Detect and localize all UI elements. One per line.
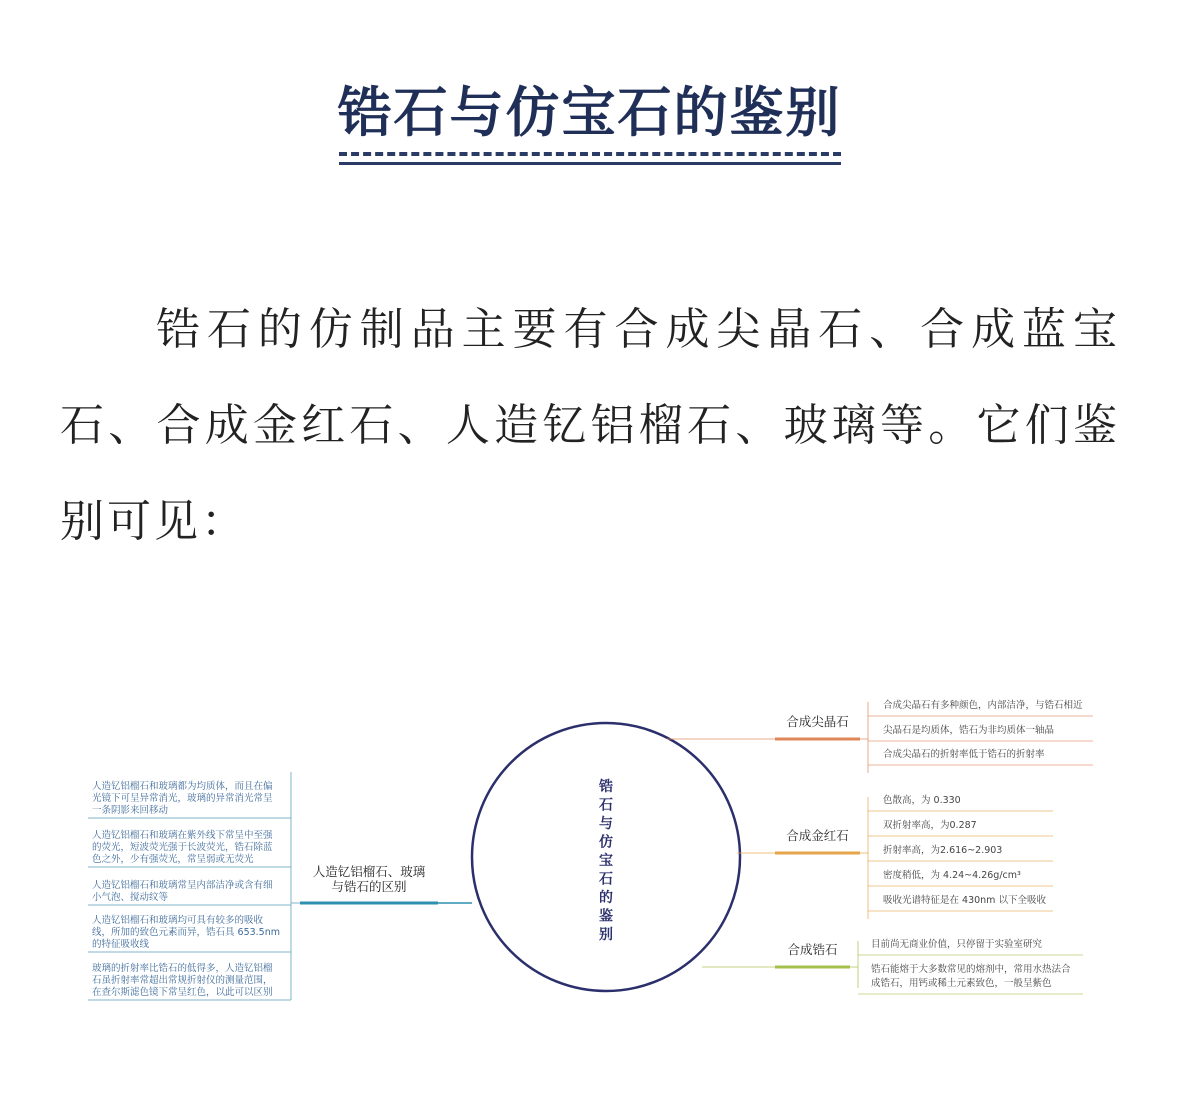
center-char: 锆: [599, 779, 613, 795]
intro-paragraph: 锆石的仿制品主要有合成尖晶石、合成蓝宝石、合成金红石、人造钇铝榴石、玻璃等。它们鉴别可见：: [60, 304, 1120, 547]
left-leaf-item: [88, 962, 291, 1000]
right-leaf-text: 锆石能熔于大多数常见的熔剂中，常用水热法合: [871, 964, 1071, 975]
left-leaf-text: 一条阴影来回移动: [92, 805, 169, 816]
left-leaf-text: 色之外，少有强荧光，常呈弱或无荧光: [92, 854, 254, 865]
right-leaf-text: 折射率高，为2.616~2.903: [883, 845, 1003, 856]
left-leaf-text: 小气泡、搅动纹等: [92, 892, 169, 903]
right-leaf-text: 密度稍低，为 4.24~4.26g/cm³: [883, 870, 1021, 881]
left-leaf-item: [88, 914, 291, 952]
right-branch-label: 合成锆石: [787, 942, 838, 957]
right-leaf-text: 双折射率高，为0.287: [883, 820, 977, 831]
left-leaf-text: 人造钇铝榴石和玻璃常呈内部洁净或含有细: [92, 880, 273, 891]
center-char: 石: [599, 797, 613, 814]
right-branch-label: 合成尖晶石: [786, 714, 849, 729]
left-leaf-text: 石虽折射率常超出常规折射仪的测量范围，: [92, 975, 273, 986]
center-char: 别: [599, 927, 613, 943]
right-branch: [737, 794, 1053, 919]
right-branch: [702, 938, 1083, 994]
page-title: 锆石与仿宝石的鉴别: [337, 81, 842, 144]
center-char: 仿: [599, 834, 613, 851]
left-leaf-text: 在查尔斯滤色镜下常呈红色，以此可以区别: [92, 987, 273, 998]
center-char: 的: [599, 890, 613, 906]
right-leaf-text: 合成尖晶石有多种颜色，内部洁净，与锆石相近: [883, 700, 1083, 711]
mindmap-center-label: [599, 779, 613, 943]
left-branch-label-line1: 人造钇铝榴石、玻璃: [312, 864, 426, 879]
right-leaf-text: 吸收光谱特征是在 430nm 以下全吸收: [883, 895, 1046, 906]
right-leaf-text: 尖晶石是均质体，锆石为非均质体一轴晶: [883, 725, 1055, 736]
left-leaf-item: [88, 780, 291, 818]
right-leaf-text: 色散高，为 0.330: [883, 795, 961, 806]
left-leaf-item: [88, 829, 291, 867]
right-branch: [667, 699, 1093, 773]
center-char: 石: [599, 871, 613, 888]
left-leaf-text: 光镜下可呈异常消光，玻璃的异常消光常呈: [92, 793, 273, 804]
right-leaf-text: 合成尖晶石的折射率低于锆石的折射率: [883, 749, 1045, 760]
right-branch-label: 合成金红石: [786, 828, 849, 843]
right-leaf-text: 目前尚无商业价值，只停留于实验室研究: [871, 939, 1043, 950]
left-branch-label-line2: 与锆石的区别: [331, 879, 407, 894]
left-leaf-text: 人造钇铝榴石和玻璃在紫外线下常呈中至强: [92, 830, 273, 841]
left-leaf-text: 的特征吸收线: [92, 939, 150, 950]
center-char: 宝: [599, 853, 613, 869]
center-char: 鉴: [599, 908, 613, 925]
left-leaf-text: 的荧光，短波荧光强于长波荧光，锆石除蓝: [92, 842, 273, 853]
center-char: 与: [599, 816, 613, 832]
left-leaf-text: 线，所加的致色元素而异，锆石具 653.5nm: [92, 927, 280, 938]
right-leaf-text: 成锆石，用钙或稀土元素致色，一般呈紫色: [871, 978, 1052, 989]
left-leaf-item: [88, 879, 291, 905]
left-leaf-text: 人造钇铝榴石和玻璃均可具有较多的吸收: [92, 915, 264, 926]
left-leaf-text: 玻璃的折射率比锆石的低得多，人造钇铝榴: [92, 963, 273, 974]
left-leaf-text: 人造钇铝榴石和玻璃都为均质体，而且在偏: [92, 781, 273, 792]
